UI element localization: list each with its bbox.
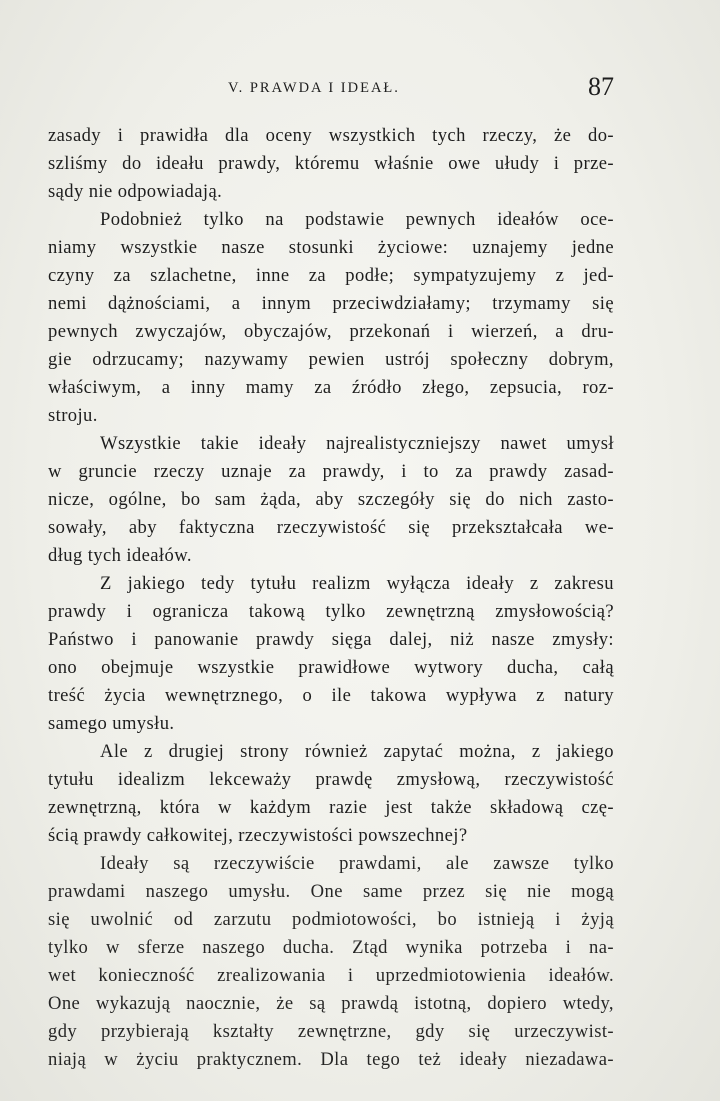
text-line: prawdami naszego umysłu. One same przez się nie mogą [48, 881, 614, 902]
text-line: ono obejmuje wszystkie prawidłowe wytwory ducha, całą [48, 657, 614, 678]
text-line: Ideały są rzeczywiście prawdami, ale zawsze tylko [100, 853, 614, 874]
text-line: Podobnież tylko na podstawie pewnych ideałów oce- [100, 209, 614, 230]
text-line: sądy nie odpowiadają. [48, 181, 223, 202]
text-line: treść życia wewnętrznego, o ile takowa wypływa z natury [48, 685, 614, 706]
page-number: 87 [588, 72, 614, 101]
text-line: One wykazują naocznie, że są prawdą istotną, dopiero wtedy, [48, 993, 614, 1014]
text-line: tylko w sferze naszego ducha. Ztąd wynika potrzeba i na- [48, 937, 614, 958]
text-line: Wszystkie takie ideały najrealistyczniejszy nawet umysł [100, 433, 614, 454]
text-line: nicze, ogólne, bo sam żąda, aby szczegóły się do nich zasto- [48, 489, 614, 510]
text-line: dług tych ideałów. [48, 545, 192, 566]
text-line: niają w życiu praktycznem. Dla tego też ideały niezadawa- [48, 1049, 614, 1070]
text-line: zasady i prawidła dla oceny wszystkich tych rzeczy, że do- [48, 125, 614, 146]
text-line: pewnych zwyczajów, obyczajów, przekonań i wierzeń, a dru- [48, 321, 614, 342]
running-title: V. PRAWDA I IDEAŁ. [228, 80, 400, 96]
text-line: w gruncie rzeczy uznaje za prawdy, i to za prawdy zasad- [48, 461, 614, 482]
text-line: zewnętrzną, która w każdym razie jest także składową czę- [48, 797, 614, 818]
text-line: czyny za szlachetne, inne za podłe; sympatyzujemy z jed- [48, 265, 614, 286]
page-header [48, 72, 614, 108]
text-line: Z jakiego tedy tytułu realizm wyłącza ideały z zakresu [100, 573, 614, 594]
text-line: gdy przybierają kształty zewnętrzne, gdy się urzeczywist- [48, 1021, 614, 1042]
text-line: Ale z drugiej strony również zapytać można, z jakiego [100, 741, 614, 762]
text-line: szliśmy do ideału prawdy, któremu właśnie owe ułudy i prze- [48, 153, 614, 174]
text-line: tytułu idealizm lekceważy prawdę zmysłową, rzeczywistość [48, 769, 614, 790]
text-line: wet konieczność zrealizowania i uprzedmiotowienia ideałów. [48, 965, 614, 986]
text-line: Państwo i panowanie prawdy sięga dalej, niż nasze zmysły: [48, 629, 614, 650]
text-line: sowały, aby faktyczna rzeczywistość się przekształcała we- [48, 517, 614, 538]
text-line: się uwolnić od zarzutu podmiotowości, bo istnieją i żyją [48, 909, 614, 930]
text-line: ścią prawdy całkowitej, rzeczywistości powszechnej? [48, 825, 468, 846]
text-line: nemi dążnościami, a innym przeciwdziałamy; trzymamy się [48, 293, 614, 314]
text-line: gie odrzucamy; nazywamy pewien ustrój społeczny dobrym, [48, 349, 614, 370]
text-line: właściwym, a inny mamy za źródło złego, zepsucia, roz- [48, 377, 614, 398]
text-line: prawdy i ogranicza takową tylko zewnętrzną zmysłowością? [48, 601, 614, 622]
text-line: niamy wszystkie nasze stosunki życiowe: uznajemy jedne [48, 237, 614, 258]
body-text [48, 122, 614, 1074]
text-line: samego umysłu. [48, 713, 175, 734]
text-line: stroju. [48, 405, 98, 426]
